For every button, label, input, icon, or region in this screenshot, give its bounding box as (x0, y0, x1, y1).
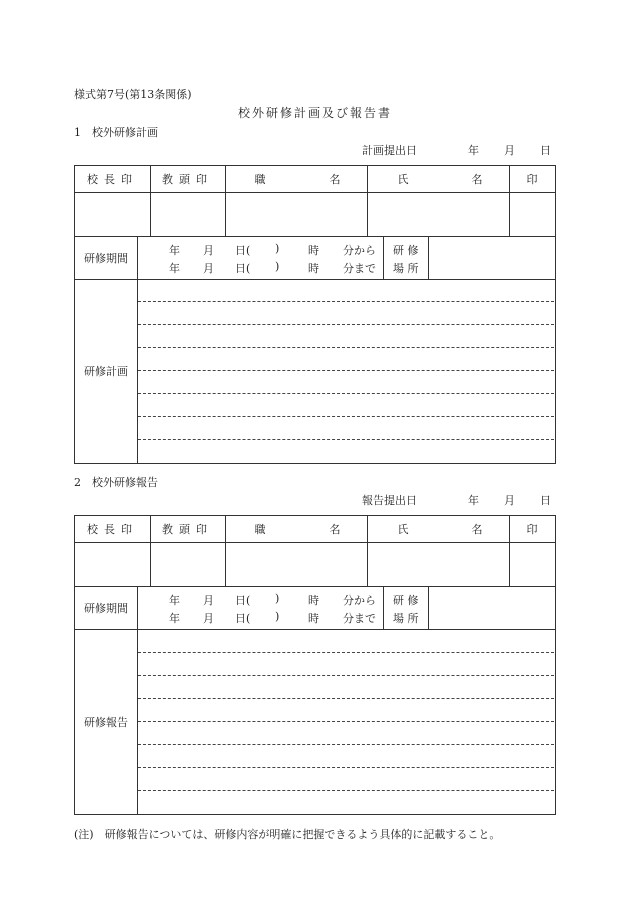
plan-place-label-top: 研 修 (393, 244, 419, 257)
plan-date-day: 日 (540, 144, 551, 157)
report-date-month: 月 (504, 494, 515, 507)
plan-date-year: 年 (468, 144, 479, 157)
plan-vice-principal-seal-header: 教頭印 (162, 173, 213, 186)
plan-principal-seal-header: 校長印 (87, 173, 138, 186)
report-place-label-bottom: 場 所 (393, 612, 419, 625)
plan-position-header: 職 (254, 173, 266, 186)
report-date-label: 報告提出日 (362, 494, 417, 507)
plan-table: 校長印 教頭印 職 名 氏 名 印 研修期間 年 月 日( ) 時 分から 年 月 日( ) 時 分まで 研 修 場 所 研修計画 (74, 165, 556, 464)
report-section-heading: 2 校外研修報告 (74, 476, 158, 489)
document-title: 校外研修計画及び報告書 (237, 106, 392, 120)
plan-content-label: 研修計画 (84, 365, 128, 378)
plan-section-heading: 1 校外研修計画 (74, 126, 158, 139)
report-name-header-2: 名 (471, 523, 483, 536)
form-number-label: 様式第7号(第13条関係) (74, 88, 192, 101)
report-principal-seal-header: 校長印 (87, 523, 138, 536)
plan-place-label-bottom: 場 所 (393, 262, 419, 275)
report-date-day: 日 (540, 494, 551, 507)
report-place-label-top: 研 修 (393, 594, 419, 607)
plan-date-label: 計画提出日 (362, 144, 417, 157)
report-position-header-2: 名 (329, 523, 341, 536)
report-content-label: 研修報告 (84, 715, 128, 729)
plan-position-header-2: 名 (329, 173, 341, 186)
report-name-header: 氏 (397, 523, 409, 536)
plan-date-month: 月 (504, 144, 515, 157)
report-seal-header: 印 (526, 523, 538, 536)
report-table: 校長印 教頭印 職 名 氏 名 印 研修期間 年 月 日( ) 時 分から 年 月 日( ) 時 分まで 研 修 場 所 研修報告 (74, 515, 556, 815)
plan-name-header-2: 名 (471, 173, 483, 186)
plan-name-header: 氏 (397, 173, 409, 186)
report-date-year: 年 (468, 494, 479, 507)
report-vice-principal-seal-header: 教頭印 (162, 523, 213, 536)
plan-seal-header: 印 (526, 173, 538, 186)
plan-period-label: 研修期間 (84, 251, 128, 265)
report-position-header: 職 (254, 523, 266, 536)
report-period-label: 研修期間 (84, 601, 128, 615)
footnote: (注) 研修報告については、研修内容が明確に把握できるよう具体的に記載すること。 (74, 828, 501, 841)
